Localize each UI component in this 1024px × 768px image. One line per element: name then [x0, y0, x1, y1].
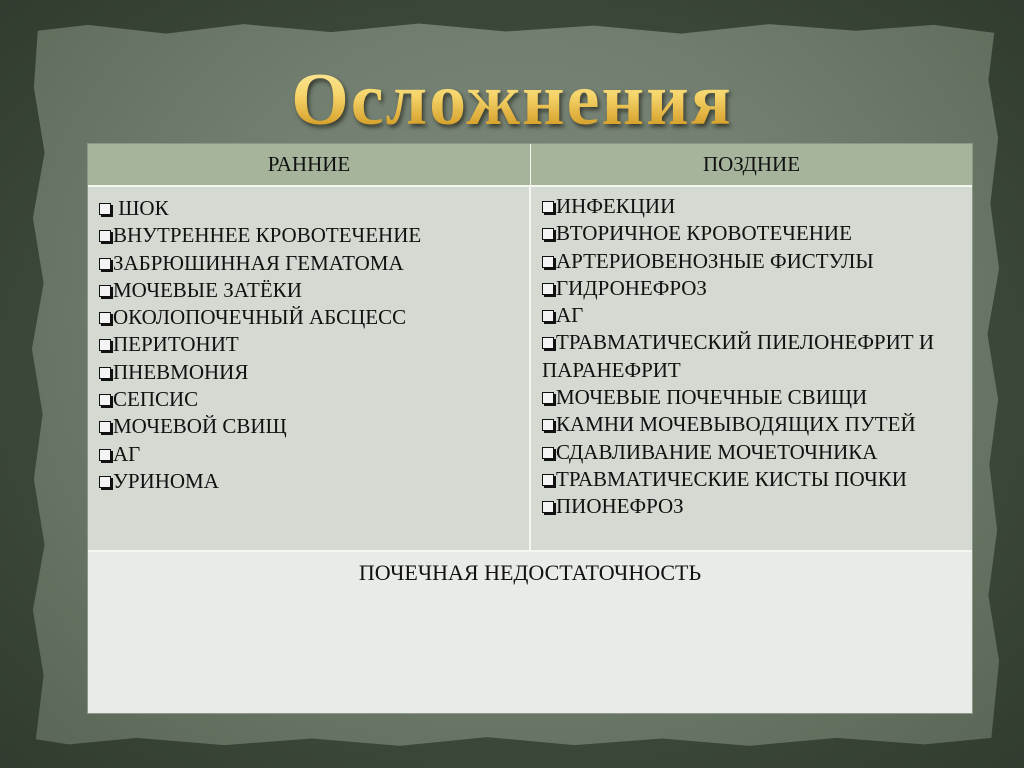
checkbox-bullet-icon: [542, 474, 554, 486]
list-item: [542, 466, 972, 493]
early-complications-cell: [88, 185, 531, 550]
list-item-text: УРИНОМА: [113, 468, 219, 493]
list-item: [542, 220, 972, 247]
list-item-text: МОЧЕВЫЕ ЗАТЁКИ: [113, 277, 302, 302]
list-item-text: ИНФЕКЦИИ: [556, 194, 676, 218]
column-header-early: РАННИЕ: [88, 144, 531, 185]
list-item: [542, 248, 972, 275]
list-item: [99, 359, 529, 386]
list-item: [99, 304, 529, 331]
checkbox-bullet-icon: [99, 476, 111, 488]
list-item: [542, 439, 972, 466]
list-item: [542, 275, 972, 302]
column-header-late: ПОЗДНИЕ: [531, 144, 972, 185]
checkbox-bullet-icon: [99, 203, 111, 215]
list-item: [99, 222, 529, 249]
list-item-text: МОЧЕВЫЕ ПОЧЕЧНЫЕ СВИЩИ: [556, 385, 868, 410]
list-item: [542, 193, 972, 220]
early-complications-list: [99, 195, 529, 495]
list-item: [542, 384, 972, 411]
list-item-text: ШОК: [113, 196, 169, 220]
list-item-text: ПНЕВМОНИЯ: [113, 359, 249, 384]
list-item-text: СДАВЛИВАНИЕ МОЧЕТОЧНИКА: [556, 439, 878, 464]
checkbox-bullet-icon: [99, 339, 111, 351]
list-item: [542, 493, 972, 520]
checkbox-bullet-icon: [542, 501, 554, 513]
checkbox-bullet-icon: [99, 258, 111, 270]
list-item: [99, 250, 529, 277]
list-item-text: ТРАВМАТИЧЕСКИЕ КИСТЫ ПОЧКИ: [556, 466, 907, 491]
list-item: [99, 195, 529, 222]
checkbox-bullet-icon: [542, 419, 554, 431]
list-item: [542, 329, 967, 384]
list-item-text: МОЧЕВОЙ СВИЩ: [113, 414, 287, 439]
list-item-text: АГ: [113, 441, 141, 466]
list-item: [99, 468, 529, 495]
list-item-text: ВНУТРЕННЕЕ КРОВОТЕЧЕНИЕ: [113, 223, 422, 248]
complications-table: [87, 143, 973, 714]
checkbox-bullet-icon: [542, 256, 554, 268]
list-item-text: ВТОРИЧНОЕ КРОВОТЕЧЕНИЕ: [556, 221, 852, 246]
checkbox-bullet-icon: [99, 285, 111, 297]
list-item: [99, 331, 529, 358]
checkbox-bullet-icon: [542, 337, 554, 349]
checkbox-bullet-icon: [99, 230, 111, 242]
list-item-text: АРТЕРИОВЕНОЗНЫЕ ФИСТУЛЫ: [556, 248, 874, 273]
list-item: [99, 277, 529, 304]
list-item-text: СЕПСИС: [113, 387, 199, 412]
checkbox-bullet-icon: [542, 283, 554, 295]
list-item-text: КАМНИ МОЧЕВЫВОДЯЩИХ ПУТЕЙ: [556, 412, 916, 437]
checkbox-bullet-icon: [99, 394, 111, 406]
checkbox-bullet-icon: [542, 201, 554, 213]
list-item: [542, 302, 972, 329]
list-item: [542, 411, 972, 438]
checkbox-bullet-icon: [99, 421, 111, 433]
list-item-text: ПЕРИТОНИТ: [113, 332, 239, 357]
list-item-text: ОКОЛОПОЧЕЧНЫЙ АБСЦЕСС: [113, 305, 407, 330]
list-item: [99, 386, 529, 413]
list-item-text: ЗАБРЮШИННАЯ ГЕМАТОМА: [113, 250, 404, 275]
checkbox-bullet-icon: [99, 449, 111, 461]
footer-cell: [88, 550, 972, 713]
checkbox-bullet-icon: [542, 228, 554, 240]
slide-title: Осложнения: [0, 55, 1024, 145]
list-item-text: ГИДРОНЕФРОЗ: [556, 275, 707, 300]
checkbox-bullet-icon: [99, 367, 111, 379]
list-item-text: ПИОНЕФРОЗ: [556, 494, 684, 519]
list-item: [99, 413, 529, 440]
list-item: [99, 441, 529, 468]
footer-text: ПОЧЕЧНАЯ НЕДОСТАТОЧНОСТЬ: [358, 560, 702, 585]
late-complications-cell: [531, 185, 972, 550]
list-item-text: АГ: [556, 303, 584, 328]
checkbox-bullet-icon: [542, 310, 554, 322]
list-item-text: ТРАВМАТИЧЕСКИЙ ПИЕЛОНЕФРИТ И ПАРАНЕФРИТ: [542, 330, 935, 382]
checkbox-bullet-icon: [99, 312, 111, 324]
checkbox-bullet-icon: [542, 447, 554, 459]
late-complications-list: [542, 193, 972, 521]
checkbox-bullet-icon: [542, 392, 554, 404]
